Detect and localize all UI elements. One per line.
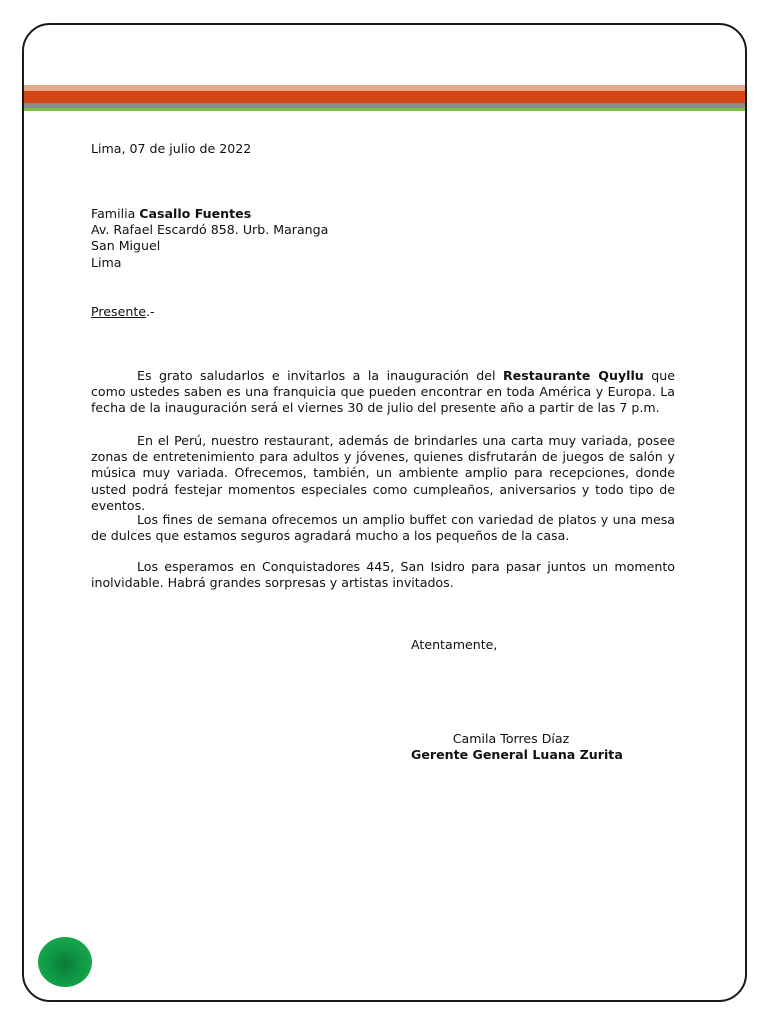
recipient-address: Av. Rafael Escardó 858. Urb. Maranga bbox=[91, 222, 329, 237]
green-circle-icon bbox=[38, 937, 92, 987]
paragraph-closing-invite: Los esperamos en Conquistadores 445, San Isidro para pasar juntos un momento inolvidable. Habrá grandes sorpresas y artistas invitados. bbox=[91, 559, 675, 591]
p1-after: que como ustedes saben es una franquicia que pueden encontrar en toda América y Europa. La fecha de la inauguración será el viernes 30 de julio del presente año a partir de las 7 p.m. bbox=[91, 368, 675, 416]
p1-before: Es grato saludarlos e invitarlos a la inauguración del bbox=[137, 368, 503, 383]
recipient-city: Lima bbox=[91, 255, 122, 270]
letter-date: Lima, 07 de julio de 2022 bbox=[91, 141, 252, 156]
signature-title: Gerente General Luana Zurita bbox=[411, 747, 623, 762]
salutation-suffix: .- bbox=[146, 304, 155, 319]
signature-name: Camila Torres Díaz bbox=[452, 731, 570, 746]
recipient-prefix: Familia bbox=[91, 206, 140, 221]
paragraph-invitation bbox=[91, 368, 675, 417]
paragraph-services: En el Perú, nuestro restaurant, además de brindarles una carta muy variada, posee zonas de entretenimiento para adultos y jóvenes, quienes disfrutarán de juegos de salón y música muy variada. Ofrecemos, también, un ambiente amplio para recepciones, donde usted podrá festejar momentos especiales como cumpleaños, aniversarios y todo tipo de eventos. bbox=[91, 433, 675, 513]
recipient-family-name: Casallo Fuentes bbox=[139, 206, 252, 221]
band-orange bbox=[24, 91, 745, 103]
salutation-word: Presente bbox=[91, 304, 146, 319]
band-green bbox=[24, 108, 745, 111]
recipient-district: San Miguel bbox=[91, 238, 161, 253]
closing: Atentamente, bbox=[411, 637, 498, 652]
recipient-line bbox=[91, 206, 251, 222]
restaurant-name: Restaurante Quyllu bbox=[502, 368, 644, 383]
salutation bbox=[91, 304, 155, 320]
paragraph-buffet: Los fines de semana ofrecemos un amplio buffet con variedad de platos y una mesa de dulces que estamos seguros agradará mucho a los pequeños de la casa. bbox=[91, 512, 675, 544]
header-color-bands bbox=[24, 85, 745, 111]
